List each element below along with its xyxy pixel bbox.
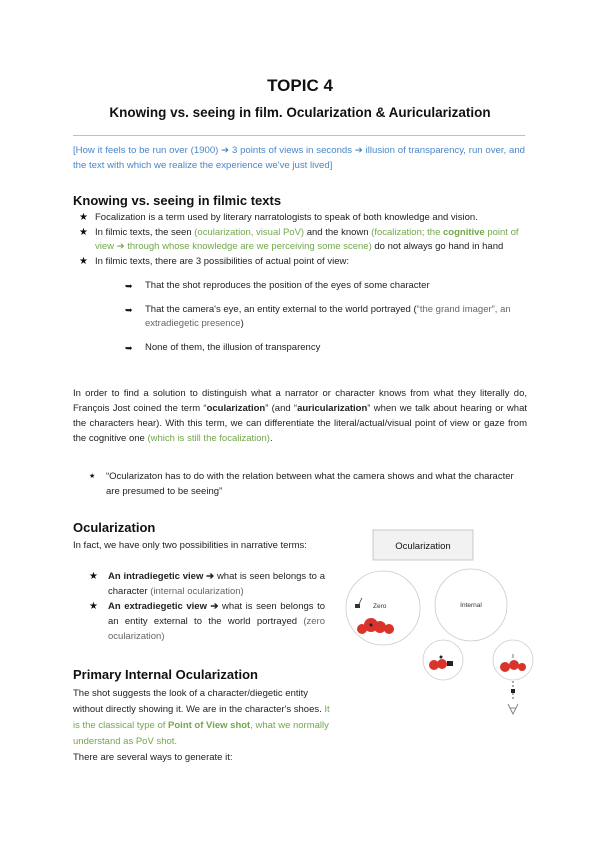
internal-sub-circle-2: [493, 640, 533, 680]
section-heading-ocularization: Ocularization: [73, 520, 156, 535]
jost-paragraph: In order to find a solution to distinguish what a narrator or character knows from what they literally do, François Jost coined the term “ocularization” (and “auricularization” when we talk about hearing or what the characters hear). With this term, we can differentiate the literal/actual/visual point of view or gaze from the cognitive one (which is still the focalization).: [73, 388, 527, 444]
star-bullet-icon: ★: [79, 255, 88, 267]
section1-bullet-list: [73, 211, 528, 365]
page-title: TOPIC 4: [267, 76, 333, 95]
ocularization-intro: In fact, we have only two possibilities in narrative terms:: [73, 540, 307, 551]
sub-list-item: ➥ None of them, the illusion of transparency: [73, 341, 528, 356]
sub-list-item: ➥ That the shot reproduces the position of the eyes of some character: [73, 279, 528, 294]
quote-bullet: [73, 469, 527, 499]
zero-label: Zero: [373, 603, 387, 610]
arrow-bullet-icon: ➥: [125, 304, 133, 315]
primary-paragraph: The shot suggests the look of a character/diegetic entity without directly showing it. We are in the character's shoes. It is the classical type of Point of View shot, what we normally understand as PoV shot. There are several ways to generate it:: [73, 688, 330, 763]
ocularization-list: [73, 569, 325, 644]
section-heading-primary: Primary Internal Ocularization: [73, 667, 258, 682]
list-item: ★ An extradiegetic view ➔ what is seen belongs to an entity external to the world portrayed (zero ocularization): [89, 601, 325, 642]
list-item: ★ “Ocularizaton has to do with the relation between what the camera shows and what the character are presumed to be seeing”: [89, 471, 514, 497]
list-item: ★ Focalization is a term used by literary narratologists to speak of both knowledge and vision.: [73, 211, 528, 226]
internal-label: Internal: [460, 602, 482, 609]
star-bullet-icon: ★: [89, 571, 98, 582]
sub-list-item: ➥ That the camera's eye, an entity external to the world portrayed (“the grand imager”, an extradiegetic presence): [125, 303, 511, 329]
star-bullet-icon: ★: [79, 212, 88, 223]
horizontal-rule: [73, 135, 525, 136]
ocularization-diagram: [340, 528, 550, 728]
star-bullet-icon: ★: [79, 226, 88, 238]
list-item: ★ In filmic texts, the seen (ocularization, visual PoV) and the known (focalization; the cognitive point of view ➔ through whose knowledge are we perceiving some scene) do not always go hand in hand: [79, 226, 519, 252]
zero-camera-icon: [355, 604, 360, 608]
diagram-title-label: Ocularization: [395, 541, 451, 552]
arrow-bullet-icon: ➥: [125, 343, 133, 353]
list-item: ★ An intradiegetic view ➔ what is seen belongs to a character (internal ocularization): [89, 571, 325, 597]
pov-chain-icon: [508, 681, 518, 714]
star-bullet-icon: ★: [89, 601, 98, 612]
star-bullet-icon: ★: [89, 473, 96, 480]
intro-note: [How it feels to be run over (1900) ➔ 3 points of views in seconds ➔ illusion of transparency, run over, and the text with which we realize the experience we've just lived]: [73, 145, 525, 171]
list-item: ★ In filmic texts, there are 3 possibilities of actual point of view:: [73, 255, 528, 270]
section-heading-knowing-seeing: Knowing vs. seeing in filmic texts: [73, 193, 282, 208]
page-subtitle: Knowing vs. seeing in film. Ocularization & Auricularization: [109, 105, 491, 120]
arrow-bullet-icon: ➥: [125, 280, 133, 291]
